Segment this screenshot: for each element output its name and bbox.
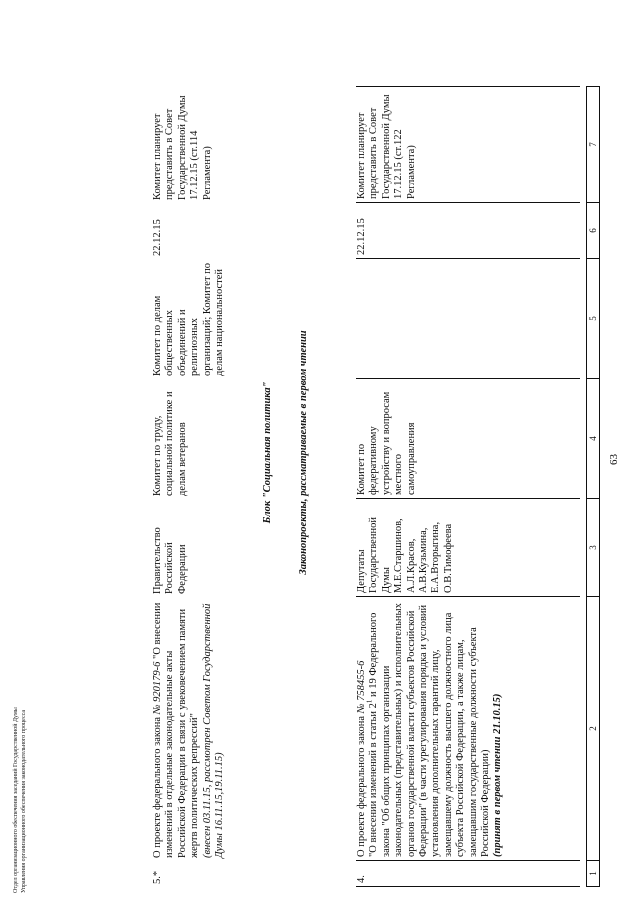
- footer: [12, 707, 28, 893]
- initiator: Депутаты Государственной Думы М.Е.Старшинов, А.Л.Красов, А.В.Кузьмина, Е.А.Вторыгина, О.В.Тимофеева: [356, 499, 580, 597]
- plan: Комитет планирует представить в Совет Государственной Думы 17.12.15 (ст.122 Регламента): [356, 87, 580, 203]
- desc-text: О проекте федерального закона: [152, 714, 163, 858]
- header-col-1: 1: [587, 861, 600, 887]
- table-row-4: [356, 86, 580, 887]
- header-col-2: 2: [587, 597, 600, 861]
- co-committee: Комитет по делам общественных объединений и религиозных организаций; Комитет по делам национальностей: [152, 262, 226, 376]
- bill-number: № 758455-6: [356, 660, 367, 714]
- header-col-6: 6: [587, 203, 600, 259]
- section-title: Законопроекты, рассматриваемые в первом чтении: [298, 330, 309, 575]
- date: 22.12.15: [152, 219, 163, 256]
- page-number: 63: [608, 454, 620, 465]
- superscript: 1: [365, 699, 374, 704]
- block-title: Блок "Социальная политика": [262, 381, 273, 524]
- desc-text: "О внесении изменений в статьи 2: [368, 703, 380, 857]
- header-row: [587, 87, 600, 887]
- bill-number: № 920179-6: [152, 661, 163, 715]
- table-row-5: [152, 87, 226, 887]
- date: 22.12.15: [356, 203, 580, 259]
- initiator: Правительство Российской Федерации: [152, 527, 188, 594]
- footer-line-2: Управления организационного обеспечения законодательного процесса: [21, 709, 27, 893]
- co-committee: [356, 259, 580, 379]
- responsible-committee: Комитет по труду, социальной политике и делам ветеранов: [152, 391, 188, 496]
- row-number: 5.*: [152, 870, 163, 884]
- bill-description: [356, 597, 580, 861]
- footer-line-1: Отдел организационного обеспечения заседаний Государственной Думы: [13, 707, 19, 893]
- bill-note: (принят в первом чтении 21.10.15): [492, 693, 504, 857]
- desc-text: "О внесении изменений в отдельные законодательные акты Российской Федерации в связи с увековечением памяти жертв политических репрессий": [152, 602, 201, 858]
- desc-text: О проекте федерального закона: [356, 713, 367, 857]
- table-header: [586, 86, 600, 887]
- header-col-3: 3: [587, 499, 600, 597]
- bill-note: (внесен 03.11.15, рассмотрен Советом Государственной Думы 16.11.15,19.11.15): [201, 603, 226, 858]
- row-number: 4.: [356, 861, 580, 887]
- header-col-4: 4: [587, 379, 600, 499]
- responsible-committee: Комитет по федеративному устройству и вопросам местного самоуправления: [356, 379, 580, 499]
- bill-description: [152, 597, 226, 861]
- desc-text: и 19 Федерального закона "Об общих принципах организации законодательных (представительных) и исполнительных органов государственной власти субъектов Российской Федерации" (в части урегулирования порядка и условий установления дополнительных гарантий лицу, замещавшему должность высшего должностного лица субъекта Российской Федерации, а также лицам, замещавшим государственные должности субъекта Российской Федерации): [368, 603, 492, 857]
- header-col-5: 5: [587, 259, 600, 379]
- header-col-7: 7: [587, 87, 600, 203]
- plan: Комитет планирует представить в Совет Государственной Думы 17.12.15 (ст.114 Регламента): [152, 95, 213, 200]
